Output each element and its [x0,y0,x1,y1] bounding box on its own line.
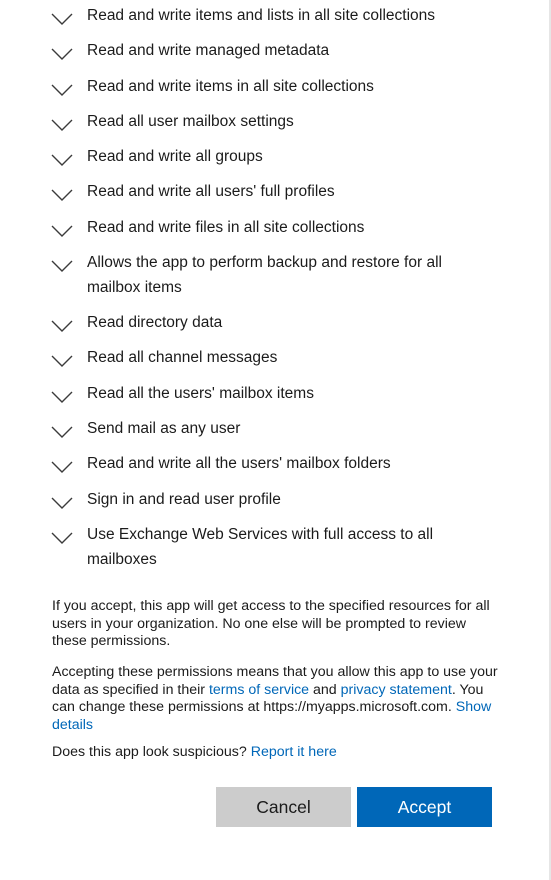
suspicious-notice [52,744,498,762]
permission-label: Read and write managed metadata [87,42,330,59]
permission-label: Send mail as any user [87,420,241,437]
permission-label: Sign in and read user profile [87,491,281,508]
chevron-down-icon[interactable] [51,355,73,367]
chevron-down-icon[interactable] [51,497,73,509]
chevron-down-icon[interactable] [51,84,73,96]
permission-label: Use Exchange Web Services with full access to all mailboxes [87,526,434,568]
permission-label: Read all the users' mailbox items [87,385,314,402]
and-text: and [309,681,341,698]
terms-prefix-text: Accepting these permissions means that you allow this app to use your data as specified in their [52,664,498,698]
chevron-down-icon[interactable] [51,13,73,25]
change-permissions-text: . You can change these permissions at https://myapps.microsoft.com. [52,681,484,715]
chevron-down-icon[interactable] [51,426,73,438]
suspicious-question: Does this app look suspicious? [52,744,251,760]
chevron-down-icon[interactable] [51,48,73,60]
permission-label: Read and write all the users' mailbox folders [87,455,391,472]
chevron-down-icon[interactable] [51,320,73,332]
org-consent-notice: If you accept, this app will get access to the specified resources for all users in your organization. No one else will be prompted to review these permissions. [52,598,490,649]
chevron-down-icon[interactable] [51,260,73,272]
chevron-down-icon[interactable] [51,461,73,473]
chevron-down-icon[interactable] [51,119,73,131]
permission-label: Allows the app to perform backup and restore for all mailbox items [87,254,442,296]
chevron-down-icon[interactable] [51,154,73,166]
permission-label: Read and write files in all site collections [87,219,365,236]
chevron-down-icon[interactable] [51,532,73,544]
permission-label: Read and write items in all site collections [87,78,374,95]
permission-label: Read and write items and lists in all site collections [87,7,436,24]
terms-of-service-link[interactable]: terms of service [208,681,310,698]
cancel-button[interactable]: Cancel [216,787,351,827]
show-details-link[interactable]: Show details [52,699,492,733]
chevron-down-icon[interactable] [51,189,73,201]
permission-label: Read all user mailbox settings [87,113,294,130]
permission-label: Read and write all groups [87,148,263,165]
terms-notice [52,664,498,734]
permission-label: Read directory data [87,314,223,331]
report-it-link[interactable]: Report it here [250,744,337,760]
accept-button[interactable]: Accept [357,787,492,827]
permission-label: Read all channel messages [87,349,278,366]
chevron-down-icon[interactable] [51,225,73,237]
privacy-statement-link[interactable]: privacy statement [340,681,452,698]
chevron-down-icon[interactable] [51,391,73,403]
permission-label: Read and write all users' full profiles [87,183,335,200]
